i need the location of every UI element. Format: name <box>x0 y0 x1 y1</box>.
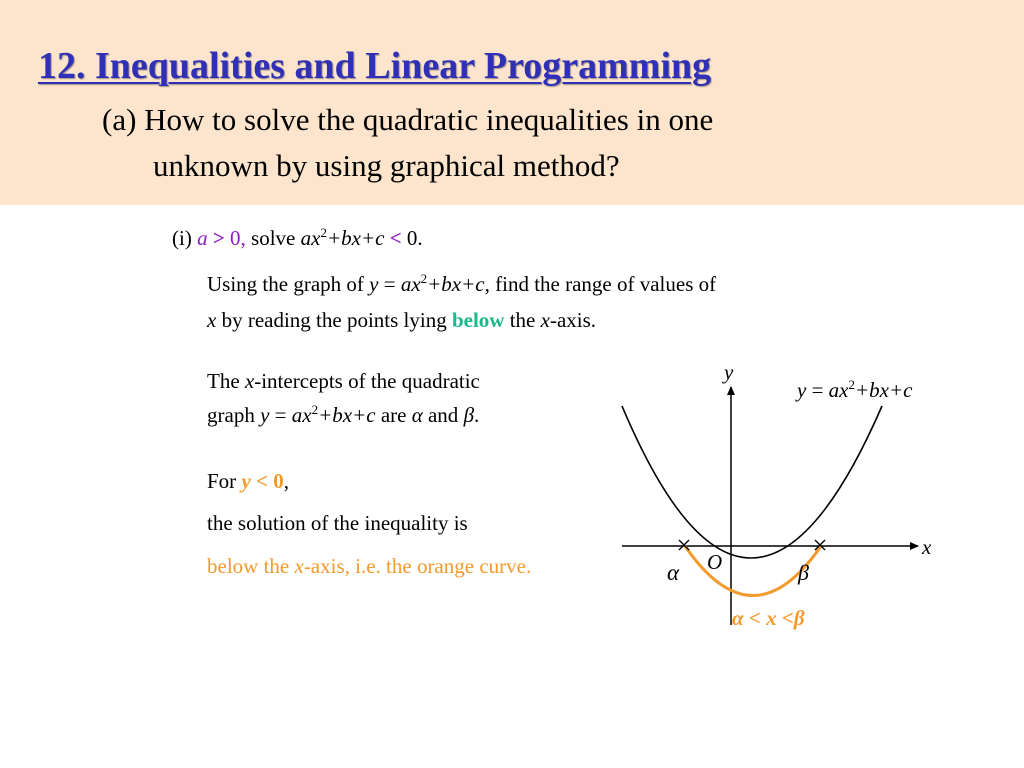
case-solve: solve <box>251 226 296 250</box>
range-beta: β <box>793 606 805 630</box>
intercepts-y: y <box>260 403 270 427</box>
case-a: a <box>197 226 208 250</box>
below-highlight: below <box>451 308 505 332</box>
intercepts-and: and <box>422 403 464 427</box>
case-lt: < <box>389 226 402 250</box>
curve-label-ax: ax <box>828 378 849 402</box>
instruction-eq: = <box>378 272 401 296</box>
origin-label: O <box>707 550 723 574</box>
instruction-text: Using the graph of <box>207 272 370 296</box>
range-x: x <box>766 606 777 630</box>
intercepts-alpha: α <box>411 403 423 427</box>
intercepts-text-4: are <box>375 403 412 427</box>
intercepts-beta: β <box>463 403 475 427</box>
case-label: (i) <box>172 226 192 250</box>
intercepts-sq: 2 <box>311 402 319 417</box>
curve-label-sq: 2 <box>848 377 855 392</box>
alpha-cross-mark <box>679 540 689 550</box>
case-ax: ax <box>300 226 321 250</box>
case-bxc: +bx+c <box>326 226 385 250</box>
instruction-text-2: , find the range of values of <box>484 272 717 296</box>
condition-y: y <box>241 469 251 493</box>
intercepts-eq: = <box>269 403 292 427</box>
intercepts-text-2: -intercepts of the quadratic <box>254 369 480 393</box>
orange-line-text-2: -axis, i.e. the orange curve. <box>303 554 532 578</box>
intercepts-x: x <box>244 369 255 393</box>
case-gt: > <box>212 226 225 250</box>
curve-equation-label <box>797 378 912 403</box>
intercepts-text-3: graph <box>207 403 261 427</box>
orange-line-x: x <box>294 554 304 578</box>
alpha-label: α <box>667 560 680 585</box>
condition-for: For <box>207 469 242 493</box>
condition-comma: , <box>283 469 289 493</box>
instruction-bxc: +bx+c <box>427 272 485 296</box>
case-rhs: 0. <box>406 226 423 250</box>
intercepts-ax: ax <box>291 403 312 427</box>
range-lt-1: < <box>743 606 767 630</box>
intercepts-bxc: +bx+c <box>318 403 376 427</box>
solution-line: the solution of the inequality is <box>207 511 468 535</box>
case-zero: 0, <box>230 226 246 250</box>
instruction-text-3: by reading the points lying <box>216 308 452 332</box>
instruction-text-5: -axis. <box>549 308 597 332</box>
subtitle-line-2: unknown by using graphical method? <box>153 148 620 183</box>
intercepts-text: The <box>207 369 245 393</box>
y-axis-label: y <box>724 360 734 384</box>
orange-line-text: below the <box>207 554 295 578</box>
page-title: 12. Inequalities and Linear Programming <box>38 45 712 87</box>
parabola-curve <box>622 406 882 558</box>
subtitle-line-1: (a) How to solve the quadratic inequalities in one <box>102 102 714 137</box>
curve-label-eq: = <box>806 378 829 402</box>
instruction-x-2: x <box>540 308 550 332</box>
instruction-text-4: the <box>504 308 541 332</box>
range-lt-2: < <box>776 606 794 630</box>
condition-lt0: < 0 <box>250 469 284 493</box>
x-axis-label: x <box>922 535 932 559</box>
solution-range-label <box>732 606 805 631</box>
instruction-sq: 2 <box>420 271 428 286</box>
intercepts-dot: . <box>474 403 480 427</box>
curve-label-bxc: +bx+c <box>855 378 913 402</box>
instruction-x: x <box>207 308 217 332</box>
beta-label: β <box>798 560 809 585</box>
instruction-ax: ax <box>400 272 421 296</box>
instruction-y: y <box>369 272 379 296</box>
case-sq: 2 <box>320 225 327 240</box>
range-alpha: α <box>732 606 744 630</box>
curve-label-y: y <box>797 378 807 402</box>
